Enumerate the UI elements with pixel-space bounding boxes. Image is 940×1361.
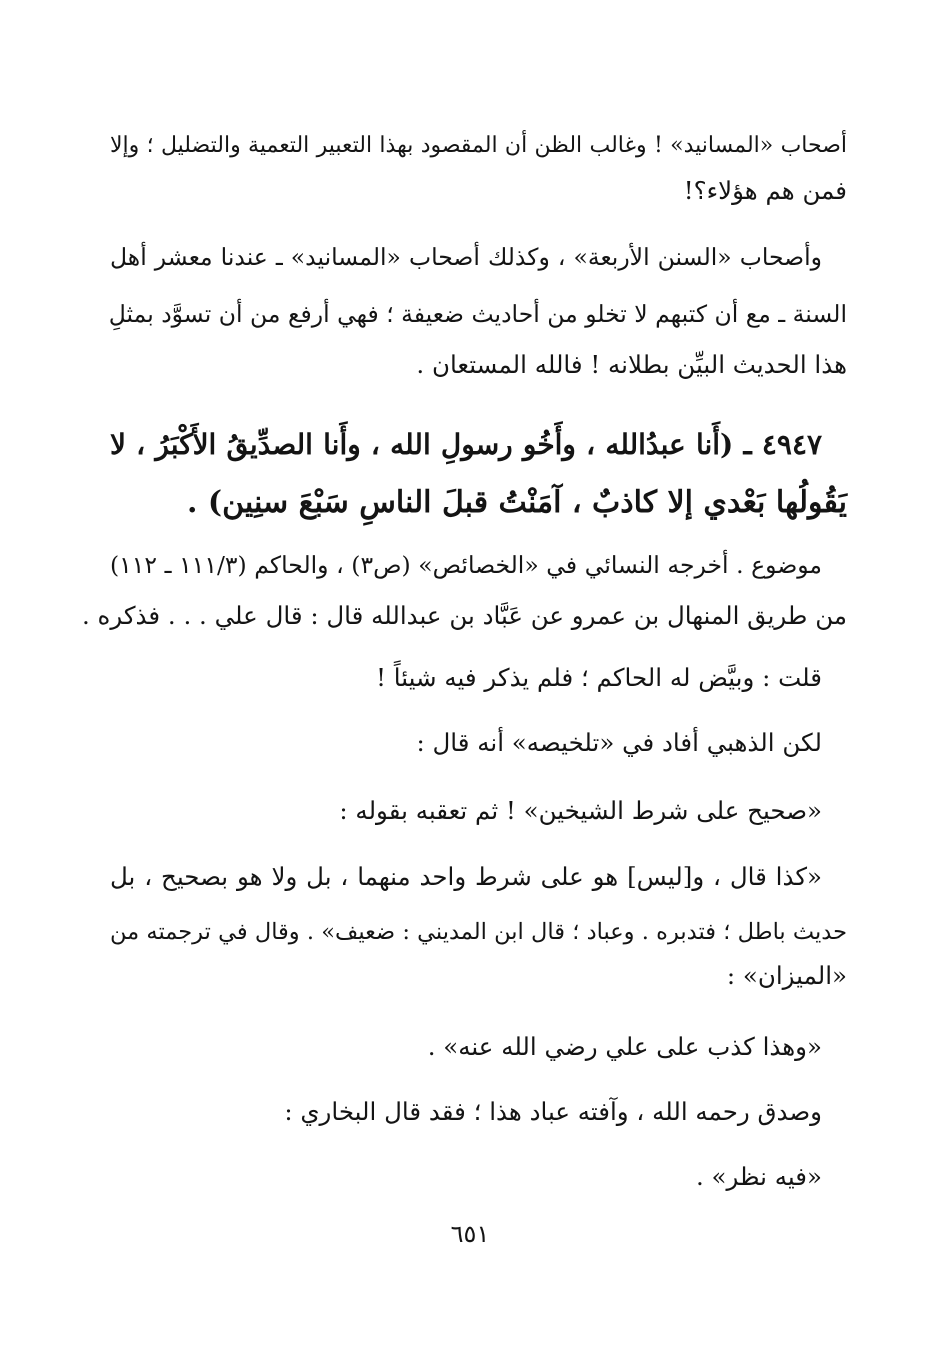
page-number: ٦٥١: [450, 1220, 490, 1248]
text-line: قلت : وبيَّض له الحاكم ؛ فلم يذكر فيه شيئاً !: [376, 663, 822, 692]
text-line: فمن هم هؤلاء؟!: [683, 176, 847, 205]
text-line: «وهذا كذب على علي رضي الله عنه» .: [427, 1032, 822, 1061]
text-line: «الميزان» :: [726, 961, 847, 990]
text-line: حديث باطل ؛ فتدبره . وعباد ؛ قال ابن المديني : ضعيف» . وقال في ترجمته من: [110, 919, 847, 945]
text-line: «صحيح على شرط الشيخين» ! ثم تعقبه بقوله :: [339, 796, 822, 825]
text-line: وأصحاب «السنن الأربعة» ، وكذلك أصحاب «المسانيد» ـ عندنا معشر أهل: [110, 243, 822, 271]
text-line: هذا الحديث البيِّن بطلانه ! فالله المستعان .: [416, 350, 847, 379]
text-line: أصحاب «المسانيد» ! وغالب الظن أن المقصود بهذا التعبير التعمية والتضليل ؛ وإلا: [110, 133, 847, 158]
text-line: موضوع . أخرجه النسائي في «الخصائص» (ص٣) ، والحاكم (١١١/٣ ـ ١١٢): [110, 551, 823, 579]
text-line: لكن الذهبي أفاد في «تلخيصه» أنه قال :: [416, 728, 822, 757]
hadith-text-line: يَقُولُها بَعْدي إلا كاذبٌ ، آمَنْتُ قبلَ الناسِ سَبْعَ سنِين) .: [187, 485, 847, 520]
text-line: من طريق المنهال بن عمرو عن عَبَّاد بن عبدالله قال : قال علي . . . فذكره .: [81, 601, 847, 630]
text-line: «فيه نظر» .: [695, 1162, 822, 1191]
hadith-text-line: ٤٩٤٧ ـ (أَنا عبدُالله ، وأَخُو رسولِ الله ، وأَنا الصدِّيقُ الأَكْبَرُ ، لا: [110, 428, 823, 461]
text-line: السنة ـ مع أن كتبهم لا تخلو من أحاديث ضعيفة ؛ فهي أرفع من أن تسوَّد بمثلِ: [108, 300, 847, 328]
text-line: وصدق رحمه الله ، وآفته عباد هذا ؛ فقد قال البخاري :: [284, 1097, 822, 1126]
text-line: «كذا قال ، و[ليس] هو على شرط واحد منهما ، بل ولا هو بصحيح ، بل: [110, 862, 822, 891]
